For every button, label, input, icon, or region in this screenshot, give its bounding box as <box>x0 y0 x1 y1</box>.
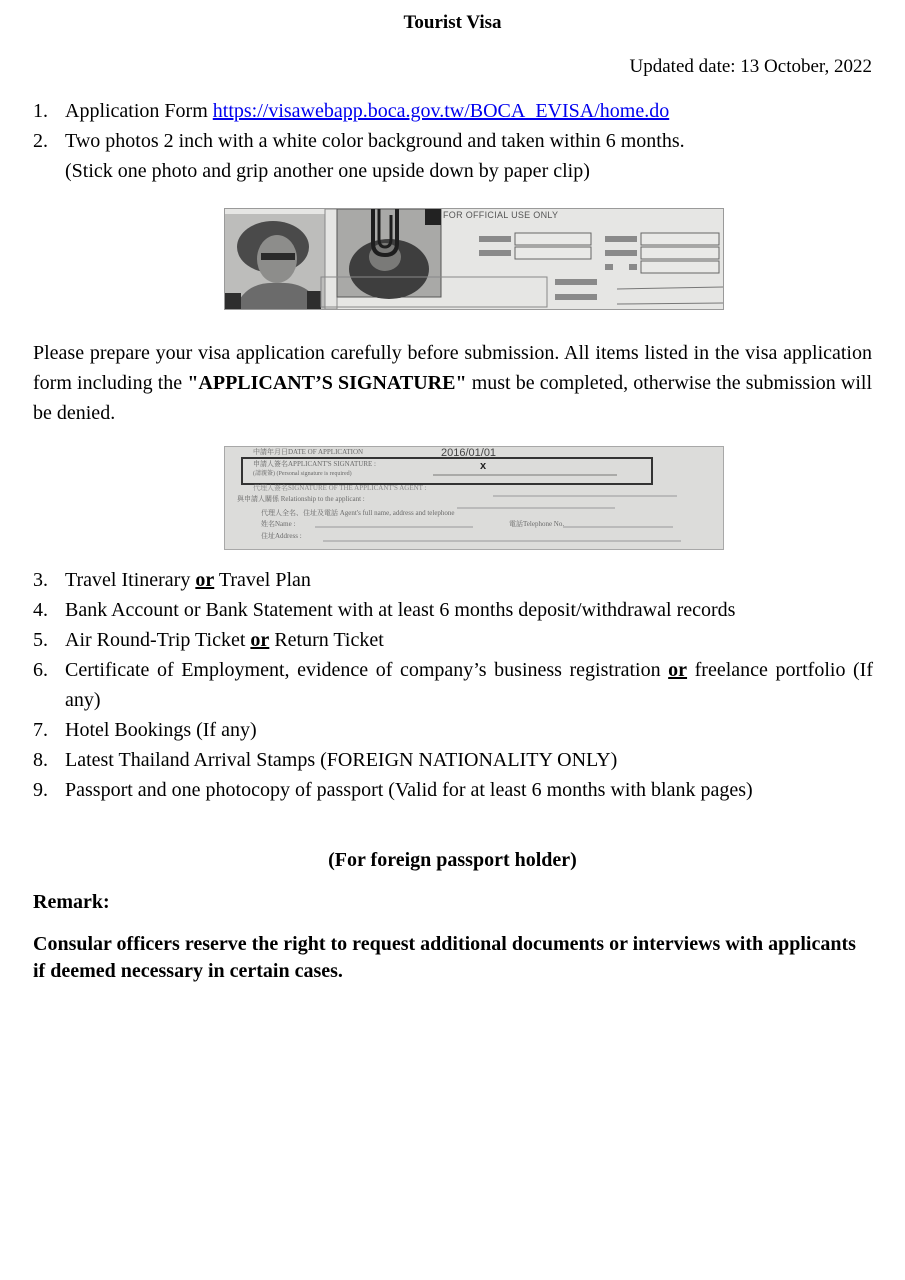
list-text-end: Return Ticket <box>269 629 384 651</box>
list-text: Hotel Bookings (If any) <box>65 719 257 741</box>
signature-mark: x <box>480 460 487 472</box>
or-emphasis: or <box>250 629 270 651</box>
instruction-text: Please prepare your visa application carefully before submission. All items listed in the visa application form including the <box>33 342 872 394</box>
requirements-list-part2 <box>33 565 873 805</box>
list-text: Application Form <box>65 100 213 122</box>
date-of-application-label: 中請年月日DATE OF APPLICATION <box>253 448 364 456</box>
photo-sample-drawing <box>225 209 723 309</box>
list-text: Latest Thailand Arrival Stamps (FOREIGN NATIONALITY ONLY) <box>65 749 618 771</box>
or-emphasis: or <box>668 659 688 681</box>
photo-sample-image <box>224 208 724 310</box>
list-text-end: Travel Plan <box>214 569 311 591</box>
list-text: Air Round-Trip Ticket <box>65 629 251 651</box>
agent-signature-label: 代理人簽名SIGNATURE OF THE APPLICANT'S AGENT : <box>253 484 427 492</box>
agent-address-label: 住址Address : <box>261 532 302 540</box>
remark-label: Remark: <box>33 891 110 913</box>
official-use-header: FOR OFFICIAL USE ONLY <box>443 210 559 220</box>
list-item <box>33 126 873 186</box>
applicant-signature-label: 申請人簽名APPLICANT'S SIGNATURE : <box>253 460 376 468</box>
list-item <box>33 595 873 625</box>
remark-text: Consular officers reserve the right to request additional documents or interviews with applicants if deemed necessary in certain cases. <box>33 933 856 982</box>
instruction-emphasis: "APPLICANT’S SIGNATURE" <box>187 372 467 394</box>
list-text: Certificate of Employment, evidence of company’s business registration <box>65 659 669 681</box>
list-item <box>33 565 873 595</box>
agent-info-label: 代理人全名、住址及電話 Agent's full name, address and telephone <box>261 509 455 517</box>
list-number: 2. <box>33 130 48 152</box>
list-item <box>33 715 873 745</box>
date-of-application-value: 2016/01/01 <box>441 447 497 459</box>
list-text: Travel Itinerary <box>65 569 196 591</box>
agent-name-label: 姓名Name : <box>261 520 296 528</box>
requirements-list-part1 <box>33 96 873 186</box>
list-text: Passport and one photocopy of passport (Valid for at least 6 months with blank pages) <box>65 779 753 801</box>
list-text-end: freelance portfolio (If any) <box>65 659 873 711</box>
document-title: Tourist Visa <box>403 12 502 33</box>
list-number: 7. <box>33 719 48 741</box>
list-number: 8. <box>33 749 48 771</box>
list-item <box>33 625 873 655</box>
updated-date: Updated date: 13 October, 2022 <box>629 56 872 77</box>
agent-telephone-label: 電話Telephone No. <box>509 520 565 528</box>
or-emphasis: or <box>195 569 215 591</box>
signature-note: (請親簽) (Personal signature is required) <box>253 471 352 477</box>
list-number: 5. <box>33 629 48 651</box>
list-item <box>33 96 873 126</box>
signature-sample-image <box>224 446 724 550</box>
list-text: Two photos 2 inch with a white color background and taken within 6 months. <box>65 130 685 152</box>
instruction-paragraph <box>33 338 872 428</box>
list-subtext: (Stick one photo and grip another one upside down by paper clip) <box>65 160 590 182</box>
relationship-label: 與申請人關係 Relationship to the applicant : <box>237 495 365 503</box>
list-number: 9. <box>33 779 48 801</box>
list-number: 3. <box>33 569 48 591</box>
passport-holder-note: (For foreign passport holder) <box>328 849 577 871</box>
list-number: 1. <box>33 100 48 122</box>
list-text: Bank Account or Bank Statement with at least 6 months deposit/withdrawal records <box>65 599 736 621</box>
list-item <box>33 775 873 805</box>
application-form-link[interactable]: https://visawebapp.boca.gov.tw/BOCA_EVISA/home.do <box>212 100 670 122</box>
list-item <box>33 745 873 775</box>
list-item <box>33 655 873 715</box>
list-number: 4. <box>33 599 48 621</box>
list-number: 6. <box>33 659 48 681</box>
instruction-text-end: must be completed, otherwise the submission will be denied. <box>33 372 873 424</box>
